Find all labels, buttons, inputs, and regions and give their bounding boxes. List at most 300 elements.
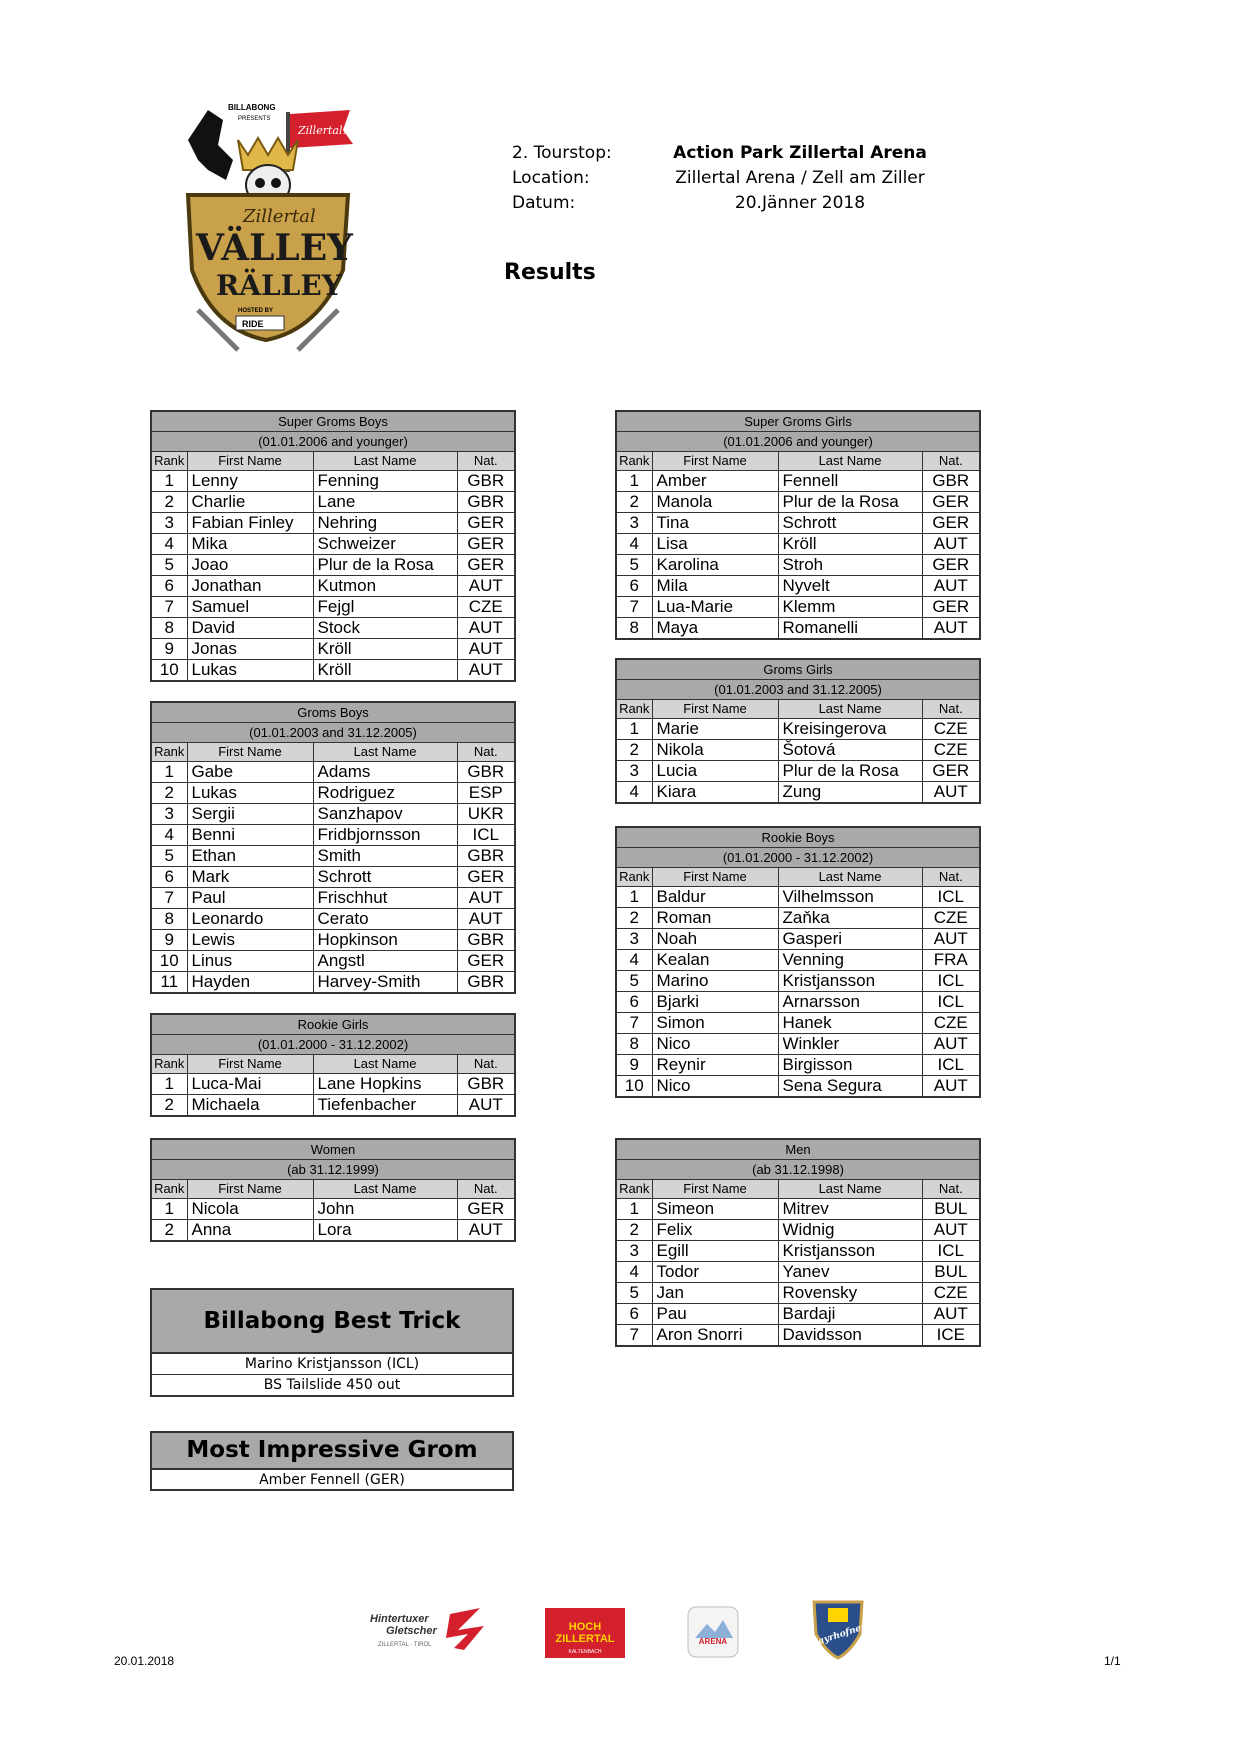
last-name-cell: Hanek (778, 1013, 922, 1034)
rank-cell: 1 (616, 471, 652, 492)
first-name-cell: Nikola (652, 740, 778, 761)
valley-ralley-logo (178, 100, 398, 370)
nationality-cell: AUT (922, 1076, 980, 1098)
nationality-cell: AUT (922, 576, 980, 597)
first-name-cell: Jonathan (187, 576, 313, 597)
grom-award-box (150, 1431, 514, 1491)
first-name-cell: Mika (187, 534, 313, 555)
rank-cell: 9 (151, 639, 187, 660)
table-row (151, 534, 515, 555)
nationality-cell: GBR (457, 1074, 515, 1095)
category-age-range: (ab 31.12.1999) (151, 1160, 515, 1180)
first-name-cell: Simeon (652, 1199, 778, 1220)
nationality-cell: GBR (457, 930, 515, 951)
nationality-cell: AUT (457, 618, 515, 639)
super-groms-girls-table (615, 410, 981, 640)
svg-text:BILLABONG: BILLABONG (228, 103, 276, 112)
first-name-cell: Baldur (652, 887, 778, 908)
table-row (151, 555, 515, 576)
nationality-cell: GER (457, 513, 515, 534)
category-title: Groms Boys (151, 702, 515, 723)
nationality-cell: AUT (922, 534, 980, 555)
last-name-cell: Kröll (313, 660, 457, 682)
location-label: Location: (512, 168, 590, 188)
first-name-cell: Kiara (652, 782, 778, 804)
last-name-cell: Schweizer (313, 534, 457, 555)
table-row (151, 660, 515, 682)
column-header-rank: Rank (151, 452, 187, 471)
table-row (151, 1095, 515, 1117)
rank-cell: 7 (616, 1325, 652, 1347)
table-row (616, 971, 980, 992)
svg-text:HOCH: HOCH (568, 1621, 602, 1633)
nationality-cell: ICE (922, 1325, 980, 1347)
best-trick-title: Billabong Best Trick (152, 1290, 512, 1353)
table-row (151, 783, 515, 804)
last-name-cell: Frischhut (313, 888, 457, 909)
women-table (150, 1138, 516, 1242)
rank-cell: 1 (616, 887, 652, 908)
first-name-cell: Nico (652, 1034, 778, 1055)
nationality-cell: AUT (922, 929, 980, 950)
rank-cell: 4 (616, 534, 652, 555)
table-row (151, 576, 515, 597)
category-title: Rookie Girls (151, 1014, 515, 1035)
zillertal-arena-logo (687, 1606, 739, 1658)
last-name-cell: Schrott (778, 513, 922, 534)
last-name-cell: Sena Segura (778, 1076, 922, 1098)
nationality-cell: CZE (922, 908, 980, 929)
first-name-cell: Hayden (187, 972, 313, 994)
category-title: Groms Girls (616, 659, 980, 680)
table-row (616, 887, 980, 908)
rank-cell: 4 (151, 534, 187, 555)
first-name-cell: Manola (652, 492, 778, 513)
last-name-cell: Fridbjornsson (313, 825, 457, 846)
category-age-range: (01.01.2003 and 31.12.2005) (616, 680, 980, 700)
first-name-cell: David (187, 618, 313, 639)
rank-cell: 9 (151, 930, 187, 951)
svg-text:Mayrhofner: Mayrhofner (807, 1622, 868, 1651)
tourstop-label: 2. Tourstop: (512, 143, 612, 163)
category-age-range: (ab 31.12.1998) (616, 1160, 980, 1180)
rank-cell: 6 (616, 992, 652, 1013)
last-name-cell: Venning (778, 950, 922, 971)
rookie-boys-table (615, 826, 981, 1098)
svg-text:RIDE: RIDE (242, 319, 264, 329)
rank-cell: 8 (616, 618, 652, 640)
last-name-cell: Winkler (778, 1034, 922, 1055)
column-header-first-name: First Name (652, 868, 778, 887)
nationality-cell: GER (457, 555, 515, 576)
nationality-cell: GER (922, 761, 980, 782)
first-name-cell: Fabian Finley (187, 513, 313, 534)
rank-cell: 10 (616, 1076, 652, 1098)
nationality-cell: AUT (922, 1304, 980, 1325)
table-row (151, 1220, 515, 1242)
rank-cell: 3 (616, 929, 652, 950)
rank-cell: 5 (616, 971, 652, 992)
first-name-cell: Lewis (187, 930, 313, 951)
first-name-cell: Lucia (652, 761, 778, 782)
table-row (151, 492, 515, 513)
nationality-cell: GBR (457, 471, 515, 492)
groms-boys-table (150, 701, 516, 994)
nationality-cell: ICL (457, 825, 515, 846)
datum-value: 20.Jänner 2018 (734, 193, 866, 213)
nationality-cell: GER (922, 555, 980, 576)
table-row (616, 513, 980, 534)
nationality-cell: ICL (922, 887, 980, 908)
rank-cell: 7 (151, 597, 187, 618)
last-name-cell: Romanelli (778, 618, 922, 640)
first-name-cell: Roman (652, 908, 778, 929)
rank-cell: 4 (616, 950, 652, 971)
rank-cell: 3 (151, 804, 187, 825)
rank-cell: 2 (151, 783, 187, 804)
page-number: 1/1 (1104, 1654, 1121, 1668)
table-row (616, 618, 980, 640)
nationality-cell: AUT (457, 660, 515, 682)
table-row (151, 909, 515, 930)
column-header-last-name: Last Name (778, 868, 922, 887)
rank-cell: 6 (616, 1304, 652, 1325)
rank-cell: 1 (151, 471, 187, 492)
rank-cell: 2 (151, 1220, 187, 1242)
first-name-cell: Kealan (652, 950, 778, 971)
last-name-cell: Kutmon (313, 576, 457, 597)
last-name-cell: Nyvelt (778, 576, 922, 597)
last-name-cell: Lora (313, 1220, 457, 1242)
category-age-range: (01.01.2000 - 31.12.2002) (151, 1035, 515, 1055)
table-row (616, 1220, 980, 1241)
category-title: Rookie Boys (616, 827, 980, 848)
nationality-cell: GBR (457, 762, 515, 783)
column-header-last-name: Last Name (313, 743, 457, 762)
first-name-cell: Karolina (652, 555, 778, 576)
last-name-cell: Bardaji (778, 1304, 922, 1325)
first-name-cell: Amber (652, 471, 778, 492)
rank-cell: 8 (151, 618, 187, 639)
last-name-cell: Fejgl (313, 597, 457, 618)
super-groms-boys-table (150, 410, 516, 682)
rank-cell: 5 (151, 846, 187, 867)
rank-cell: 3 (151, 513, 187, 534)
mayrhofner-logo (804, 1598, 872, 1660)
first-name-cell: Charlie (187, 492, 313, 513)
last-name-cell: Hopkinson (313, 930, 457, 951)
table-row (616, 534, 980, 555)
last-name-cell: Šotová (778, 740, 922, 761)
svg-text:Zillertal: Zillertal (243, 206, 316, 227)
last-name-cell: Lane (313, 492, 457, 513)
column-header-first-name: First Name (187, 743, 313, 762)
svg-text:Zillertal.at: Zillertal.at (298, 124, 357, 137)
last-name-cell: Kröll (778, 534, 922, 555)
category-title: Super Groms Girls (616, 411, 980, 432)
best-trick-winner: Marino Kristjansson (ICL) (152, 1353, 512, 1374)
last-name-cell: Schrott (313, 867, 457, 888)
first-name-cell: Jan (652, 1283, 778, 1304)
results-title: Results (504, 260, 596, 285)
last-name-cell: Plur de la Rosa (778, 492, 922, 513)
first-name-cell: Anna (187, 1220, 313, 1242)
rank-cell: 2 (616, 1220, 652, 1241)
table-row (151, 618, 515, 639)
nationality-cell: BUL (922, 1262, 980, 1283)
last-name-cell: Klemm (778, 597, 922, 618)
table-row (151, 1199, 515, 1220)
first-name-cell: Mila (652, 576, 778, 597)
rank-cell: 4 (616, 1262, 652, 1283)
table-row (616, 719, 980, 740)
table-row (151, 888, 515, 909)
last-name-cell: Nehring (313, 513, 457, 534)
nationality-cell: AUT (922, 1034, 980, 1055)
svg-text:RÄLLEY: RÄLLEY (216, 269, 342, 302)
rank-cell: 2 (151, 492, 187, 513)
last-name-cell: Gasperi (778, 929, 922, 950)
first-name-cell: Michaela (187, 1095, 313, 1117)
rank-cell: 4 (151, 825, 187, 846)
svg-text:PRESENTS: PRESENTS (238, 116, 271, 122)
column-header-nationality: Nat. (922, 452, 980, 471)
column-header-nationality: Nat. (457, 1180, 515, 1199)
nationality-cell: GBR (922, 471, 980, 492)
footer-date: 20.01.2018 (114, 1654, 175, 1668)
first-name-cell: Lukas (187, 783, 313, 804)
table-row (151, 1074, 515, 1095)
category-age-range: (01.01.2003 and 31.12.2005) (151, 723, 515, 743)
nationality-cell: GBR (457, 846, 515, 867)
nationality-cell: CZE (922, 740, 980, 761)
nationality-cell: AUT (457, 888, 515, 909)
svg-text:HOSTED BY: HOSTED BY (238, 308, 274, 314)
datum-label: Datum: (512, 193, 576, 213)
nationality-cell: AUT (457, 576, 515, 597)
first-name-cell: Lenny (187, 471, 313, 492)
table-row (151, 825, 515, 846)
first-name-cell: Nico (652, 1076, 778, 1098)
svg-text:KALTENBACH: KALTENBACH (568, 1649, 602, 1655)
rank-cell: 3 (616, 761, 652, 782)
svg-text:Hintertuxer: Hintertuxer (370, 1613, 429, 1625)
table-row (151, 951, 515, 972)
first-name-cell: Gabe (187, 762, 313, 783)
table-row (616, 929, 980, 950)
table-row (616, 555, 980, 576)
rank-cell: 1 (151, 1074, 187, 1095)
tourstop-value: Action Park Zillertal Arena (673, 143, 927, 163)
table-row (616, 1034, 980, 1055)
column-header-rank: Rank (151, 1180, 187, 1199)
nationality-cell: BUL (922, 1199, 980, 1220)
first-name-cell: Lukas (187, 660, 313, 682)
nationality-cell: CZE (922, 1283, 980, 1304)
table-row (616, 1199, 980, 1220)
category-age-range: (01.01.2000 - 31.12.2002) (616, 848, 980, 868)
last-name-cell: Stock (313, 618, 457, 639)
first-name-cell: Paul (187, 888, 313, 909)
nationality-cell: AUT (922, 782, 980, 804)
last-name-cell: Cerato (313, 909, 457, 930)
table-row (616, 1076, 980, 1098)
column-header-rank: Rank (151, 743, 187, 762)
nationality-cell: GER (922, 513, 980, 534)
column-header-rank: Rank (616, 868, 652, 887)
last-name-cell: Yanev (778, 1262, 922, 1283)
column-header-first-name: First Name (652, 700, 778, 719)
table-row (616, 1283, 980, 1304)
rank-cell: 8 (616, 1034, 652, 1055)
column-header-last-name: Last Name (778, 1180, 922, 1199)
last-name-cell: Arnarsson (778, 992, 922, 1013)
table-row (151, 804, 515, 825)
first-name-cell: Sergii (187, 804, 313, 825)
last-name-cell: Plur de la Rosa (778, 761, 922, 782)
last-name-cell: Kreisingerova (778, 719, 922, 740)
column-header-last-name: Last Name (778, 452, 922, 471)
rank-cell: 8 (151, 909, 187, 930)
column-header-nationality: Nat. (457, 743, 515, 762)
table-row (151, 513, 515, 534)
best-trick-box (150, 1288, 514, 1397)
table-row (151, 867, 515, 888)
rank-cell: 2 (616, 492, 652, 513)
last-name-cell: Rovensky (778, 1283, 922, 1304)
last-name-cell: John (313, 1199, 457, 1220)
column-header-last-name: Last Name (313, 452, 457, 471)
nationality-cell: GER (457, 951, 515, 972)
column-header-nationality: Nat. (457, 1055, 515, 1074)
first-name-cell: Bjarki (652, 992, 778, 1013)
nationality-cell: FRA (922, 950, 980, 971)
last-name-cell: Mitrev (778, 1199, 922, 1220)
column-header-nationality: Nat. (922, 700, 980, 719)
men-table (615, 1138, 981, 1347)
last-name-cell: Widnig (778, 1220, 922, 1241)
first-name-cell: Luca-Mai (187, 1074, 313, 1095)
first-name-cell: Lisa (652, 534, 778, 555)
first-name-cell: Ethan (187, 846, 313, 867)
rank-cell: 11 (151, 972, 187, 994)
first-name-cell: Aron Snorri (652, 1325, 778, 1347)
category-title: Men (616, 1139, 980, 1160)
rank-cell: 6 (151, 867, 187, 888)
rank-cell: 7 (616, 597, 652, 618)
category-title: Women (151, 1139, 515, 1160)
first-name-cell: Samuel (187, 597, 313, 618)
rank-cell: 7 (616, 1013, 652, 1034)
groms-girls-table (615, 658, 981, 804)
last-name-cell: Davidsson (778, 1325, 922, 1347)
first-name-cell: Reynir (652, 1055, 778, 1076)
table-row (151, 972, 515, 994)
nationality-cell: ESP (457, 783, 515, 804)
table-row (616, 492, 980, 513)
last-name-cell: Smith (313, 846, 457, 867)
hochzillertal-logo (545, 1608, 625, 1658)
nationality-cell: AUT (457, 639, 515, 660)
table-row (616, 597, 980, 618)
first-name-cell: Todor (652, 1262, 778, 1283)
rank-cell: 1 (616, 719, 652, 740)
nationality-cell: CZE (922, 1013, 980, 1034)
svg-text:Gletscher: Gletscher (386, 1625, 437, 1637)
table-row (616, 761, 980, 782)
nationality-cell: ICL (922, 1055, 980, 1076)
last-name-cell: Adams (313, 762, 457, 783)
last-name-cell: Fenning (313, 471, 457, 492)
last-name-cell: Sanzhapov (313, 804, 457, 825)
table-row (616, 1325, 980, 1347)
nationality-cell: GER (457, 867, 515, 888)
last-name-cell: Angstl (313, 951, 457, 972)
svg-text:ZILLERTAL · TIROL: ZILLERTAL · TIROL (378, 1642, 432, 1648)
table-row (616, 471, 980, 492)
last-name-cell: Harvey-Smith (313, 972, 457, 994)
rank-cell: 1 (616, 1199, 652, 1220)
last-name-cell: Kröll (313, 639, 457, 660)
last-name-cell: Zung (778, 782, 922, 804)
column-header-first-name: First Name (652, 1180, 778, 1199)
nationality-cell: UKR (457, 804, 515, 825)
rank-cell: 4 (616, 782, 652, 804)
first-name-cell: Noah (652, 929, 778, 950)
column-header-first-name: First Name (187, 1180, 313, 1199)
table-row (151, 762, 515, 783)
last-name-cell: Birgisson (778, 1055, 922, 1076)
rookie-girls-table (150, 1013, 516, 1117)
rank-cell: 5 (616, 1283, 652, 1304)
svg-text:VÄLLEY: VÄLLEY (196, 227, 353, 269)
last-name-cell: Rodriguez (313, 783, 457, 804)
nationality-cell: AUT (457, 1220, 515, 1242)
rank-cell: 7 (151, 888, 187, 909)
last-name-cell: Vilhelmsson (778, 887, 922, 908)
last-name-cell: Kristjansson (778, 1241, 922, 1262)
first-name-cell: Leonardo (187, 909, 313, 930)
last-name-cell: Lane Hopkins (313, 1074, 457, 1095)
first-name-cell: Mark (187, 867, 313, 888)
column-header-first-name: First Name (187, 452, 313, 471)
last-name-cell: Kristjansson (778, 971, 922, 992)
nationality-cell: AUT (922, 1220, 980, 1241)
nationality-cell: ICL (922, 1241, 980, 1262)
nationality-cell: CZE (457, 597, 515, 618)
rank-cell: 5 (151, 555, 187, 576)
first-name-cell: Linus (187, 951, 313, 972)
first-name-cell: Maya (652, 618, 778, 640)
table-row (616, 950, 980, 971)
nationality-cell: GBR (457, 972, 515, 994)
rank-cell: 6 (616, 576, 652, 597)
svg-text:ZILLERTAL: ZILLERTAL (555, 1633, 615, 1645)
grom-award-winner: Amber Fennell (GER) (152, 1469, 512, 1490)
table-row (616, 1241, 980, 1262)
table-row (616, 1055, 980, 1076)
nationality-cell: ICL (922, 992, 980, 1013)
rank-cell: 2 (616, 908, 652, 929)
first-name-cell: Tina (652, 513, 778, 534)
category-age-range: (01.01.2006 and younger) (151, 432, 515, 452)
table-row (616, 1304, 980, 1325)
table-row (151, 639, 515, 660)
rank-cell: 1 (151, 1199, 187, 1220)
last-name-cell: Tiefenbacher (313, 1095, 457, 1117)
column-header-rank: Rank (616, 452, 652, 471)
nationality-cell: GER (922, 492, 980, 513)
